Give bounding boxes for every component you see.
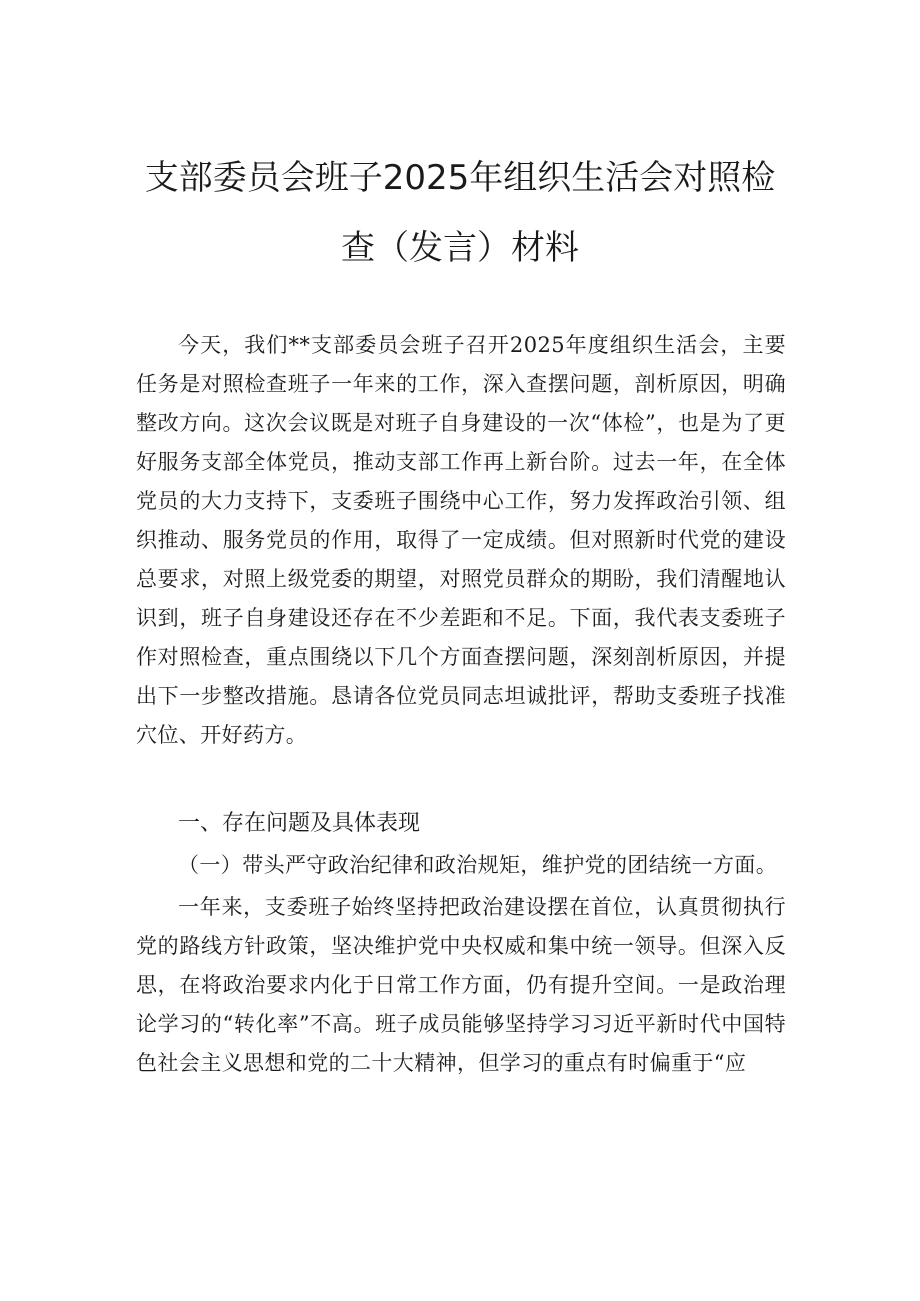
- document-title-line-2: 查（发言）材料: [341, 228, 579, 268]
- intro-paragraph: 今天，我们**支部委员会班子召开2025年度组织生活会，主要任务是对照检查班子一年来的工作，深入查摆问题，剖析原因，明确整改方向。这次会议既是对班子自身建设的一次“体检”，也是为了更好服务支部全体党员，推动支部工作再上新台阶。过去一年，在全体党员的大力支持下，支委班子围绕中心工作，努力发挥政治引领、组织推动、服务党员的作用，取得了一定成绩。但对照新时代党的建设总要求，对照上级党委的期望，对照党员群众的期盼，我们清醒地认识到，班子自身建设还存在不少差距和不足。下面，我代表支委班子作对照检查，重点围绕以下几个方面查摆问题，深刻剖析原因，并提出下一步整改措施。恳请各位党员同志坦诚批评，帮助支委班子找准穴位、开好药方。: [136, 333, 786, 747]
- sub-heading: （一）带头严守政治纪律和政治规矩，维护党的团结统一方面。: [178, 853, 778, 877]
- body-paragraph: 一年来，支委班子始终坚持把政治建设摆在首位，认真贯彻执行党的路线方针政策，坚决维护党中央权威和集中统一领导。但深入反思，在将政治要求内化于日常工作方面，仍有提升空间。一是政治理论学习的“转化率”不高。班子成员能够坚持学习习近平新时代中国特色社会主义思想和党的二十大精神，但学习的重点有时偏重于“应: [136, 895, 786, 1075]
- section-heading: 一、存在问题及具体表现: [178, 811, 421, 836]
- document-title-line-1: 支部委员会班子2025年组织生活会对照检: [144, 158, 776, 198]
